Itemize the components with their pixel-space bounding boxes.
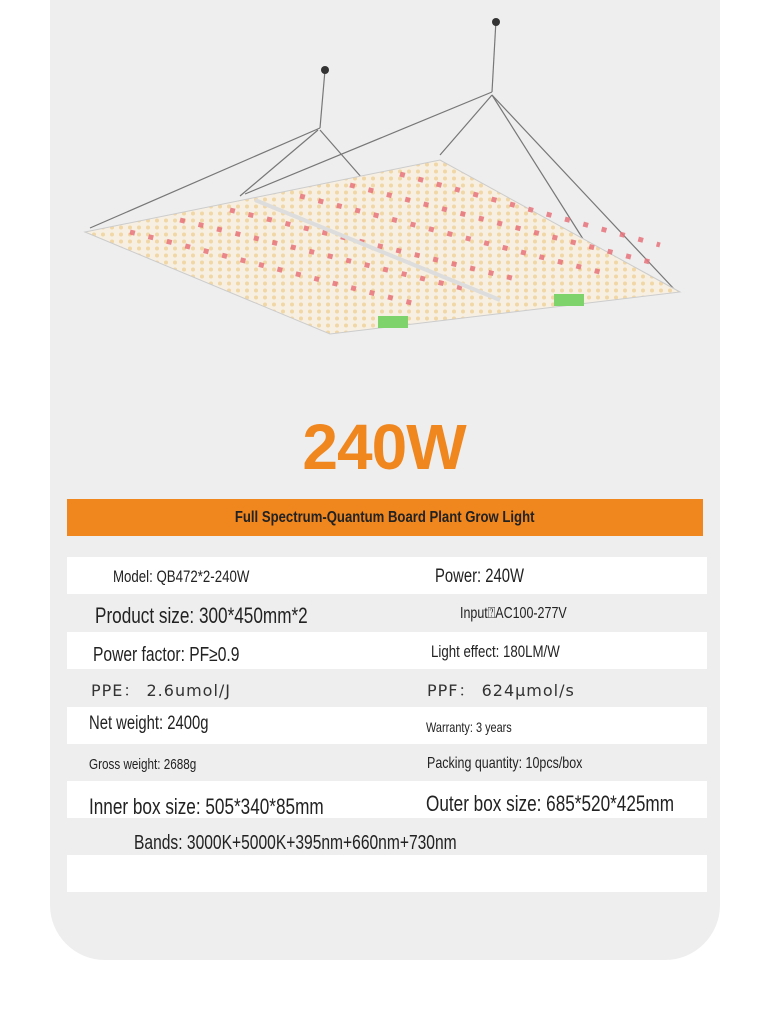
- spec-row: [67, 632, 707, 669]
- product-banner: [67, 499, 703, 536]
- spec-row: [67, 781, 707, 818]
- wattage-title: 240W: [302, 411, 466, 483]
- spec-row: [67, 818, 707, 855]
- spec-power-factor: Power factor: PF≥0.9: [93, 644, 240, 666]
- spec-net-weight: Net weight: 2400g: [89, 713, 209, 734]
- spec-inner-box: Inner box size: 505*340*85mm: [89, 794, 324, 819]
- spec-row: [67, 707, 707, 744]
- spec-row-empty: [67, 855, 707, 892]
- spec-row: [67, 594, 707, 631]
- spec-row: [67, 557, 707, 594]
- driver-right: [554, 294, 584, 306]
- spec-light-effect: Light effect: 180LM/W: [431, 642, 560, 661]
- spec-ppf: PPF： 624μmol/s: [427, 681, 575, 700]
- spec-gross-weight: Gross weight: 2688g: [89, 756, 197, 773]
- spec-power: Power: 240W: [435, 566, 524, 587]
- spec-outer-box: Outer box size: 685*520*425mm: [426, 791, 675, 816]
- spec-model: Model: QB472*2-240W: [113, 567, 250, 586]
- spec-packing-quantity: Packing quantity: 10pcs/box: [427, 755, 583, 772]
- driver-left: [378, 316, 408, 328]
- spec-bands: Bands: 3000K+5000K+395nm+660nm+730nm: [134, 832, 457, 854]
- spec-row: [67, 744, 707, 781]
- spec-input: Input⍰AC100-277V: [460, 605, 567, 622]
- spec-product-size: Product size: 300*450mm*2: [95, 603, 308, 628]
- spec-row: [67, 669, 707, 706]
- spec-ppe: PPE： 2.6umol/J: [91, 681, 232, 700]
- banner-text: Full Spectrum-Quantum Board Plant Grow Light: [235, 508, 535, 526]
- spec-warranty: Warranty: 3 years: [426, 719, 512, 735]
- grow-light-image: [0, 0, 768, 360]
